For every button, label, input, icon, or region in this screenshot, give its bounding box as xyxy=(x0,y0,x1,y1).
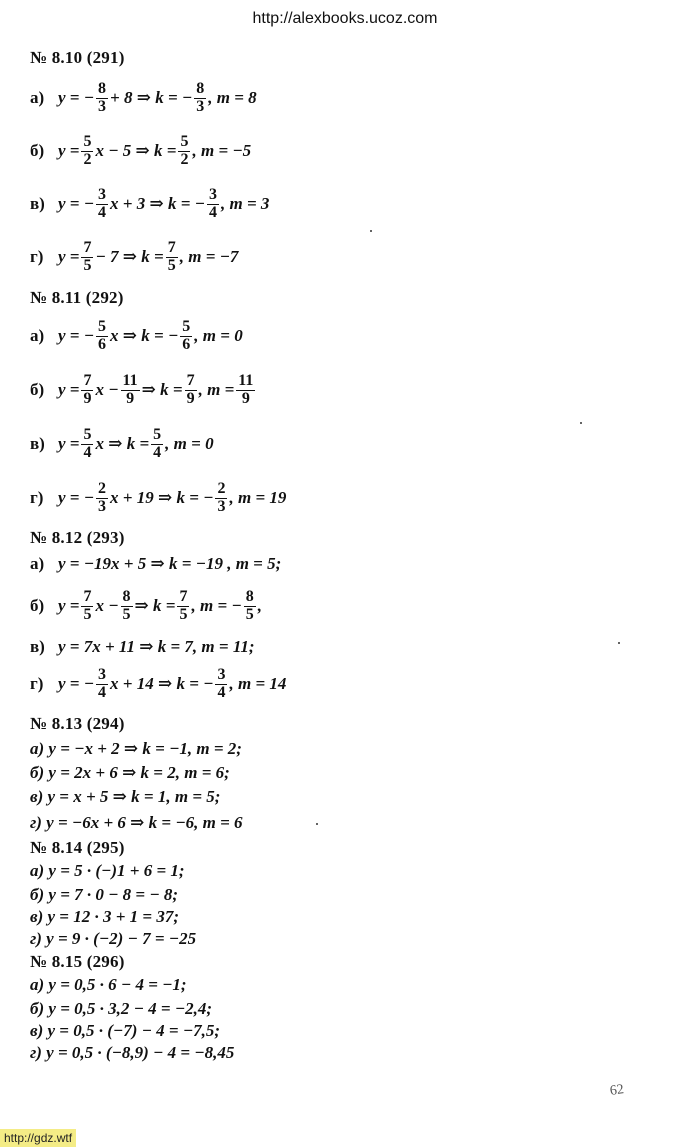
expr: , m = 0 xyxy=(165,434,214,453)
equation-8-12-a xyxy=(30,553,281,575)
expr: , m = − xyxy=(191,596,242,615)
fraction-numerator: 5 xyxy=(182,317,191,335)
fraction-numerator: 3 xyxy=(98,665,107,683)
fraction xyxy=(207,187,219,222)
fraction xyxy=(177,589,189,624)
equation-8-10-b xyxy=(30,127,251,175)
fraction xyxy=(166,240,178,275)
fraction-denominator: 6 xyxy=(98,335,107,353)
fraction xyxy=(81,427,93,462)
equation-8-11-v xyxy=(30,420,214,468)
expr: y = −19x + 5 ⇒ k = −19 , m = 5; xyxy=(58,554,282,573)
header-url: http://alexbooks.ucoz.com xyxy=(252,10,438,27)
equation-8-12-b xyxy=(30,582,262,630)
fraction-denominator: 5 xyxy=(167,256,176,274)
fraction xyxy=(96,481,108,516)
item-label: б) xyxy=(30,596,45,615)
expr: , m = 14 xyxy=(229,674,287,693)
fraction-numerator: 5 xyxy=(83,425,92,443)
fraction xyxy=(194,81,206,116)
section-title-8-11: № 8.11 (292) xyxy=(30,288,124,307)
fraction xyxy=(96,667,108,702)
item-label: а) xyxy=(30,326,45,345)
fraction-denominator: 3 xyxy=(98,497,107,515)
fraction-denominator: 6 xyxy=(182,335,191,353)
fraction-denominator: 4 xyxy=(208,203,217,221)
expr: x − xyxy=(95,380,119,399)
expr: x + 3 ⇒ k = − xyxy=(110,194,205,213)
expr: x − xyxy=(95,596,119,615)
equation-8-10-g xyxy=(30,233,238,281)
item-label: б) xyxy=(30,141,45,160)
equation-8-10-v xyxy=(30,180,269,228)
fraction-numerator: 5 xyxy=(180,132,189,150)
fraction-denominator: 2 xyxy=(83,150,92,168)
expr: y = − xyxy=(58,488,95,507)
fraction-numerator: 7 xyxy=(167,238,176,256)
item-label: а) xyxy=(30,88,45,107)
expr: , m = 3 xyxy=(220,194,270,213)
expr: ⇒ k = xyxy=(134,596,176,615)
item-label: б) xyxy=(30,380,45,399)
equation-8-12-v xyxy=(30,636,255,658)
fraction-numerator: 2 xyxy=(217,479,226,497)
item-label: в) xyxy=(30,194,45,213)
equation-8-10-a xyxy=(30,74,257,122)
fraction xyxy=(96,187,108,222)
fraction xyxy=(215,481,227,516)
fraction-numerator: 3 xyxy=(208,185,217,203)
equation-line: г) y = 0,5 · (−8,9) − 4 = −8,45 xyxy=(30,1043,235,1062)
equation-line: в) y = 12 · 3 + 1 = 37; xyxy=(30,907,180,926)
fraction xyxy=(180,319,192,354)
fraction-numerator: 7 xyxy=(83,371,92,389)
fraction-numerator: 2 xyxy=(98,479,107,497)
fraction-numerator: 7 xyxy=(83,587,92,605)
equation-line: а) y = 5 · (−)1 + 6 = 1; xyxy=(30,861,185,880)
equation-line: а) y = 0,5 · 6 − 4 = −1; xyxy=(30,975,187,994)
fraction xyxy=(121,589,133,624)
fraction-denominator: 5 xyxy=(179,605,188,623)
fraction-numerator: 7 xyxy=(179,587,188,605)
fraction-denominator: 9 xyxy=(83,389,92,407)
expr: , m = 0 xyxy=(194,326,243,345)
fraction-denominator: 3 xyxy=(98,97,107,115)
expr: , m = −7 xyxy=(179,247,239,266)
expr: y = − xyxy=(58,674,95,693)
expr: y = 7x + 11 ⇒ k = 7, m = 11; xyxy=(58,637,255,656)
fraction xyxy=(236,373,255,408)
expr: y = xyxy=(58,141,80,160)
equation-8-11-a xyxy=(30,312,243,360)
scan-speck xyxy=(618,642,620,644)
fraction-numerator: 3 xyxy=(217,665,226,683)
expr: ⇒ k = xyxy=(141,380,183,399)
fraction-numerator: 8 xyxy=(122,587,131,605)
fraction-denominator: 5 xyxy=(83,256,92,274)
scan-speck xyxy=(370,230,372,232)
fraction xyxy=(178,134,190,169)
fraction-denominator: 9 xyxy=(126,389,135,407)
expr: y = xyxy=(58,247,80,266)
section-title-8-14: № 8.14 (295) xyxy=(30,838,125,857)
item-label: г) xyxy=(30,247,44,266)
fraction xyxy=(96,81,108,116)
fraction xyxy=(81,134,93,169)
expr: x + 14 ⇒ k = − xyxy=(110,674,214,693)
equation-line: в) y = 0,5 · (−7) − 4 = −7,5; xyxy=(30,1021,221,1040)
fraction xyxy=(81,373,93,408)
fraction-numerator: 3 xyxy=(98,185,107,203)
scan-speck xyxy=(580,422,582,424)
expr: + 8 ⇒ k = − xyxy=(110,88,193,107)
item-label: а) xyxy=(30,554,45,573)
fraction-denominator: 4 xyxy=(98,203,107,221)
expr: y = xyxy=(58,434,80,453)
fraction-denominator: 3 xyxy=(196,97,205,115)
fraction-numerator: 8 xyxy=(196,79,205,97)
section-title-8-12: № 8.12 (293) xyxy=(30,528,125,547)
fraction-numerator: 7 xyxy=(83,238,92,256)
fraction xyxy=(81,589,93,624)
fraction-denominator: 5 xyxy=(83,605,92,623)
fraction xyxy=(244,589,256,624)
fraction-denominator: 5 xyxy=(122,605,131,623)
expr: , m = xyxy=(198,380,235,399)
fraction-numerator: 5 xyxy=(98,317,107,335)
section-title-8-10: № 8.10 (291) xyxy=(30,48,125,67)
item-label: г) xyxy=(30,488,44,507)
fraction-denominator: 9 xyxy=(186,389,195,407)
expr: , m = 8 xyxy=(208,88,257,107)
expr: x ⇒ k = − xyxy=(110,326,179,345)
fraction-denominator: 3 xyxy=(217,497,226,515)
equation-8-11-b xyxy=(30,366,257,414)
expr: y = − xyxy=(58,88,95,107)
expr: , xyxy=(257,596,262,615)
fraction-numerator: 5 xyxy=(83,132,92,150)
fraction xyxy=(185,373,197,408)
fraction xyxy=(121,373,140,408)
equation-line: б) y = 0,5 · 3,2 − 4 = −2,4; xyxy=(30,999,213,1018)
item-label: в) xyxy=(30,637,45,656)
fraction-numerator: 5 xyxy=(153,425,162,443)
expr: , m = −5 xyxy=(192,141,252,160)
fraction-numerator: 11 xyxy=(122,371,138,389)
equation-line: г) y = 9 · (−2) − 7 = −25 xyxy=(30,929,197,948)
fraction-denominator: 2 xyxy=(180,150,189,168)
fraction-denominator: 9 xyxy=(241,389,250,407)
fraction xyxy=(151,427,163,462)
expr: y = − xyxy=(58,194,95,213)
fraction-denominator: 5 xyxy=(245,605,254,623)
expr: − 7 ⇒ k = xyxy=(95,247,164,266)
footer-link[interactable]: http://gdz.wtf xyxy=(0,1129,76,1147)
scan-speck xyxy=(316,823,318,825)
equation-line: г) y = −6x + 6 ⇒ k = −6, m = 6 xyxy=(30,813,243,832)
page-number: 62 xyxy=(608,1082,625,1099)
fraction-numerator: 11 xyxy=(238,371,254,389)
equation-8-12-g xyxy=(30,660,286,708)
equation-8-11-g xyxy=(30,474,286,522)
fraction-denominator: 4 xyxy=(153,443,162,461)
item-label: в) xyxy=(30,434,45,453)
fraction-denominator: 4 xyxy=(98,683,107,701)
fraction-denominator: 4 xyxy=(83,443,92,461)
section-title-8-13: № 8.13 (294) xyxy=(30,714,125,733)
expr: x ⇒ k = xyxy=(95,434,150,453)
fraction-numerator: 7 xyxy=(186,371,195,389)
expr: y = − xyxy=(58,326,95,345)
equation-line: б) y = 7 · 0 − 8 = − 8; xyxy=(30,885,179,904)
fraction xyxy=(215,667,227,702)
fraction-denominator: 4 xyxy=(217,683,226,701)
item-label: г) xyxy=(30,674,44,693)
expr: x − 5 ⇒ k = xyxy=(95,141,177,160)
expr: y = xyxy=(58,596,80,615)
fraction-numerator: 8 xyxy=(98,79,107,97)
expr: y = xyxy=(58,380,80,399)
section-title-8-15: № 8.15 (296) xyxy=(30,952,125,971)
expr: , m = 19 xyxy=(229,488,287,507)
fraction-numerator: 8 xyxy=(245,587,254,605)
fraction xyxy=(81,240,93,275)
equation-line: б) y = 2x + 6 ⇒ k = 2, m = 6; xyxy=(30,763,230,782)
fraction xyxy=(96,319,108,354)
equation-line: в) y = x + 5 ⇒ k = 1, m = 5; xyxy=(30,787,221,806)
expr: x + 19 ⇒ k = − xyxy=(110,488,214,507)
equation-line: а) y = −x + 2 ⇒ k = −1, m = 2; xyxy=(30,739,242,758)
